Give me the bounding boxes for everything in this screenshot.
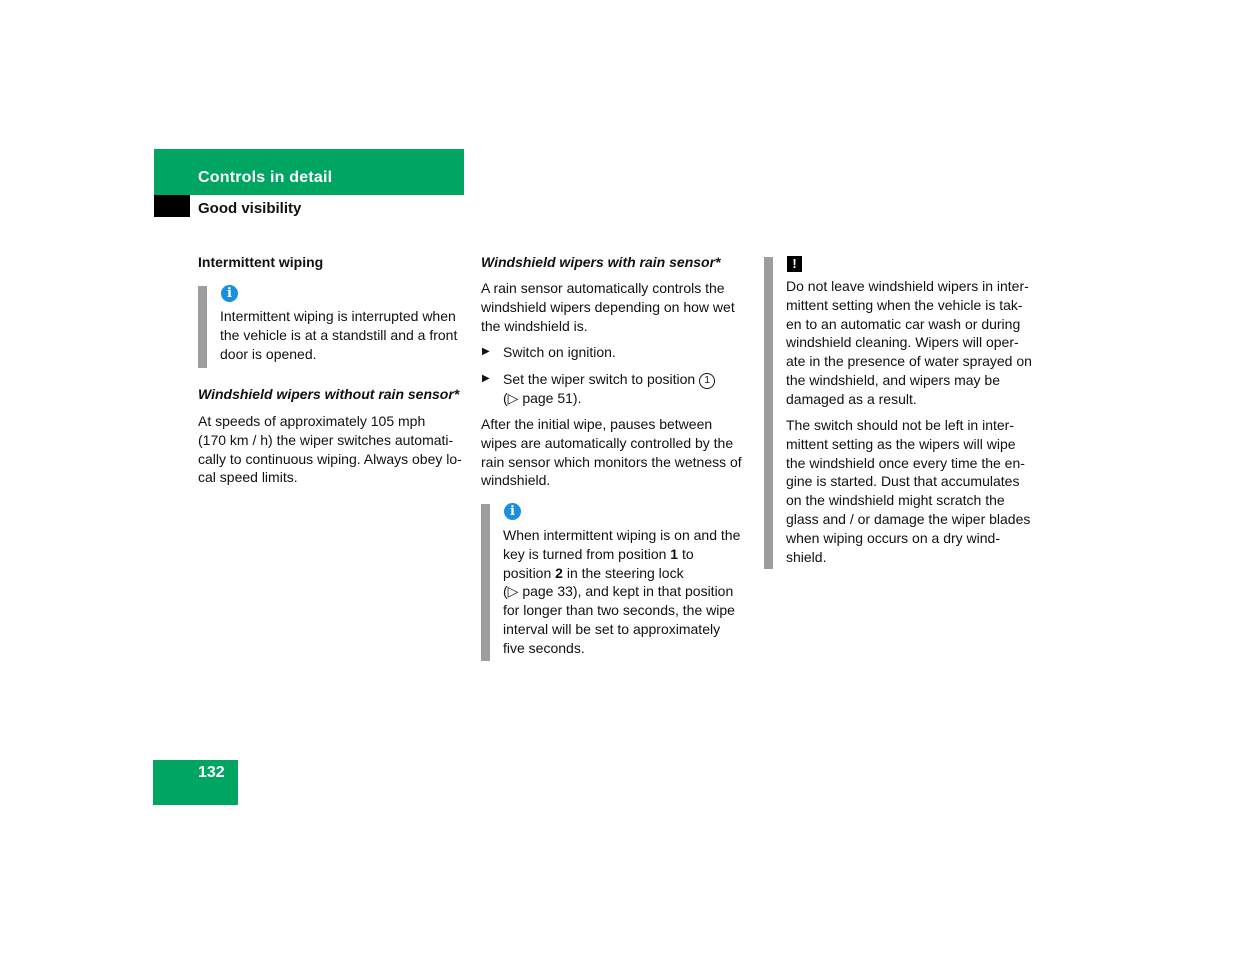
text-line: rain sensor which monitors the wetness of — [481, 453, 742, 470]
warning-paragraph-car-wash — [786, 277, 1036, 409]
info-icon: i — [504, 503, 521, 520]
text-fragment: in the steering lock — [562, 564, 684, 581]
text-line: mittent setting as the wipers will wipe — [786, 435, 1016, 452]
text-line: ate in the presence of water sprayed on — [786, 353, 1032, 370]
text-line: for longer than two seconds, the wipe — [503, 602, 735, 619]
subheading-with-rain-sensor: Windshield wipers with rain sensor* — [481, 254, 721, 270]
bold-position: 2 — [555, 564, 563, 581]
subsection-title: Good visibility — [198, 200, 302, 217]
text-line: cally to continuous wiping. Always obey lo- — [198, 450, 462, 467]
text-line: When intermittent wiping is on and the — [503, 527, 741, 543]
info-note-text: Intermittent wiping is interrupted when the vehicle is at a standstill and a front door is opened. — [220, 308, 458, 362]
text-line: the windshield is. — [481, 317, 588, 334]
text-line: windshield cleaning. Wipers will oper- — [786, 334, 1019, 351]
text-line: windshield. — [481, 472, 551, 489]
paragraph-rain-sensor — [481, 279, 751, 335]
info-note-bar — [481, 504, 490, 661]
text-line: interval will be set to approximately — [503, 620, 721, 637]
text-line: en to an automatic car wash or during — [786, 315, 1021, 332]
text-line: At speeds of approximately 105 mph — [198, 413, 426, 429]
text-line: when wiping occurs on a dry wind- — [786, 529, 1000, 546]
text-line: windshield wipers depending on how wet — [481, 298, 735, 315]
text-line: Do not leave windshield wipers in inter- — [786, 278, 1029, 294]
text-line — [503, 545, 753, 564]
paragraph-speed — [198, 412, 468, 487]
text-line — [503, 370, 753, 389]
info-note-text — [503, 526, 753, 658]
text-line: cal speed limits. — [198, 469, 298, 486]
warning-icon: ! — [787, 256, 802, 272]
step-text: Set the wiper switch to position — [503, 371, 696, 387]
text-line: After the initial wipe, pauses between — [481, 416, 713, 432]
heading-intermittent-wiping: Intermittent wiping — [198, 254, 324, 270]
step-switch-on-ignition: Switch on ignition. — [503, 344, 616, 360]
text-line: glass and / or damage the wiper blades — [786, 510, 1031, 527]
text-line: A rain sensor automatically controls the — [481, 280, 725, 296]
warning-paragraph-switch — [786, 416, 1036, 566]
bold-position: 1 — [670, 545, 679, 562]
text-line: wipes are automatically controlled by the — [481, 434, 734, 451]
text-line: the windshield once every time the en- — [786, 454, 1025, 471]
text-line: on the windshield might scratch the — [786, 492, 1005, 509]
text-line: (170 km / h) the wiper switches automati- — [198, 431, 454, 448]
section-title: Controls in detail — [198, 169, 333, 186]
paragraph-initial-wipe — [481, 415, 756, 490]
text-fragment: position — [503, 564, 556, 581]
text-line: shield. — [786, 548, 827, 565]
page-number: 132 — [198, 764, 225, 781]
position-number-badge: 1 — [699, 373, 715, 389]
text-line: The switch should not be left in inter- — [786, 417, 1015, 433]
info-note-bar — [198, 286, 207, 368]
text-line — [503, 564, 753, 583]
text-fragment: to — [678, 545, 694, 562]
text-line: damaged as a result. — [786, 390, 917, 407]
text-line: five seconds. — [503, 639, 585, 656]
subsection-marker — [154, 195, 190, 217]
page-reference: (▷ page 51). — [503, 390, 582, 406]
warning-note-bar — [764, 257, 773, 569]
info-icon: i — [221, 285, 238, 302]
bullet-arrow-icon: ▶ — [482, 373, 490, 384]
text-fragment: key is turned from position — [503, 545, 671, 562]
text-line: gine is started. Dust that accumulates — [786, 473, 1020, 490]
text-line: mittent setting when the vehicle is tak- — [786, 296, 1023, 313]
step-set-wiper-switch — [503, 370, 753, 408]
bullet-arrow-icon: ▶ — [482, 346, 490, 357]
page-number-block — [153, 760, 238, 805]
text-line: the windshield, and wipers may be — [786, 371, 1001, 388]
subheading-without-rain-sensor: Windshield wipers without rain sensor* — [198, 386, 460, 402]
text-line: (▷ page 33), and kept in that position — [503, 583, 734, 600]
